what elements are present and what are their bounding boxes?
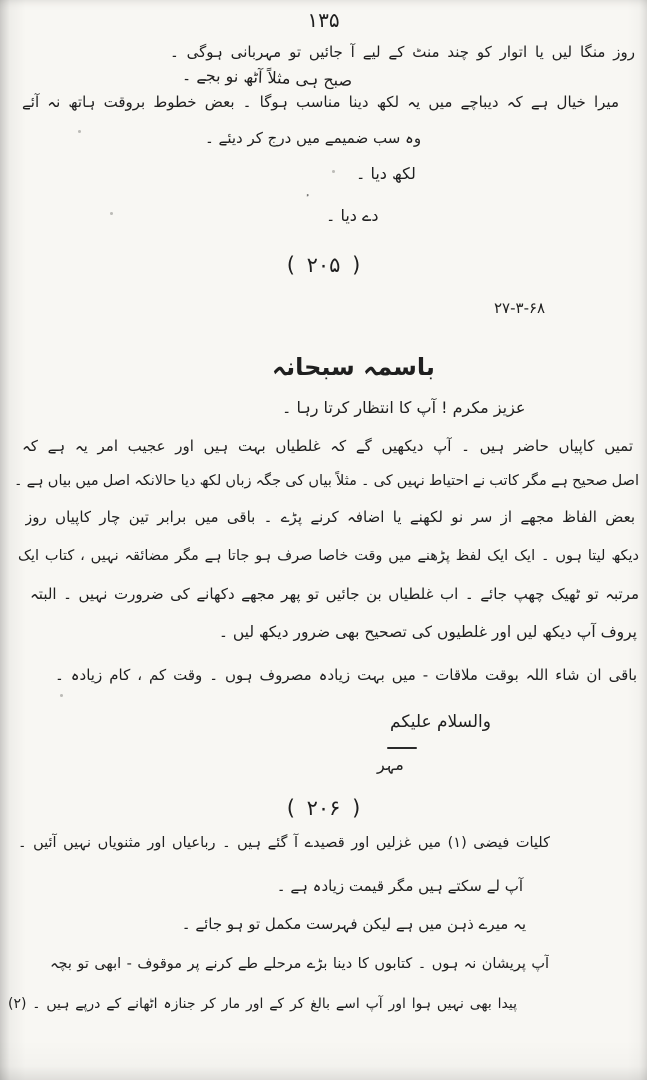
letter-number-heading: ( ۲۰۶ ) [286, 796, 361, 820]
text-line: آپ پریشان نہ ہوں ۔ کتابوں کا دینا بڑے مرحلے طے کرنے پر موقوف - ابھی تو بچہ [50, 956, 549, 972]
text-line: صبح ہی مثلاً آٹھ نو بجے ۔ [181, 65, 353, 90]
closing-salutation: والسلام علیکم [390, 712, 491, 732]
text-line: پروف آپ دیکھ لیں اور غلطیوں کی تصحیح بھی ضرور دیکھ لیں ۔ [218, 623, 637, 641]
text-line: آپ لے سکتے ہیں مگر قیمت زیادہ ہے ۔ [276, 877, 523, 895]
text-line: اصل صحیح ہے مگر کاتب نے احتیاط نہیں کی ۔ مثلاً بیاں کی جگہ زباں لکھ دیا حالانکہ اصل میں بیاں ہے ۔ [14, 473, 639, 489]
text-line: مرتبہ تو ٹھیک چھپ جائے ۔ اب غلطیاں بن جائیں تو پھر مجھے دکھانے کی ضرورت نہیں ۔ البتہ [30, 585, 639, 603]
basmala-heading: باسمہ سبحانہ [272, 353, 435, 381]
text-line: بعض الفاظ مجھے از سر نو لکھنے یا اضافہ کرنے پڑے ۔ باقی میں برابر تین چار کاپیاں روز [25, 508, 635, 526]
scan-speck [110, 212, 113, 215]
scan-speck [60, 694, 63, 697]
signature-name: مہر [377, 755, 404, 774]
text-line: وہ سب ضمیمے میں درج کر دیئے ۔ [205, 129, 422, 147]
text-line: میرا خیال ہے کہ دیباچے میں یہ لکھ دینا مناسب ہوگا ۔ بعض خطوط بروقت ہاتھ نہ آئے [22, 93, 619, 111]
text-line: تمیں کاپیاں حاضر ہیں ۔ آپ دیکھیں گے کہ غلطیاں بہت ہیں اور عجیب امر یہ ہے کہ [22, 437, 633, 455]
page-number: ۱۳۵ [307, 8, 340, 32]
scan-speck [332, 170, 335, 173]
text-line: باقی ان شاء اللہ بوقت ملاقات - میں بہت زیادہ مصروف ہوں ۔ وقت کم ، کام زیادہ ۔ [55, 666, 637, 684]
text-line: روز منگا لیں یا اتوار کو چند منٹ کے لیے آ جائیں تو مہربانی ہوگی ۔ [170, 43, 635, 61]
text-line: لکھ دیا ۔ [356, 164, 416, 183]
signature-dash [387, 747, 417, 749]
letter-date: ۲۷-۳-۶۸ [494, 299, 546, 317]
salutation-line: عزیز مکرم ! آپ کا انتظار کرتا رہا ۔ [282, 398, 526, 417]
letter-number-heading: ( ۲۰۵ ) [286, 253, 361, 277]
text-line: دے دیا ۔ [326, 206, 379, 225]
scan-speck [78, 130, 81, 133]
text-line: پیدا بھی نہیں ہوا اور آپ اسے بالغ کر کے اور مار کر جنازہ اٹھانے کے درپے ہیں ۔ (۲) [8, 996, 517, 1012]
text-line: کلیات فیضی (۱) میں غزلیں اور قصیدے آ گئے ہیں ۔ رباعیاں اور مثنویاں نہیں آئیں ۔ [18, 835, 550, 851]
text-line: یہ میرے ذہن میں ہے لیکن فہرست مکمل تو ہو جائے ۔ [181, 915, 526, 933]
text-line: دیکھ لیتا ہوں ۔ ایک ایک لفظ پڑھنے میں وقت خاصا صرف ہو جاتا ہے مگر مضائقہ نہیں ، کتاب ایک [18, 548, 639, 564]
